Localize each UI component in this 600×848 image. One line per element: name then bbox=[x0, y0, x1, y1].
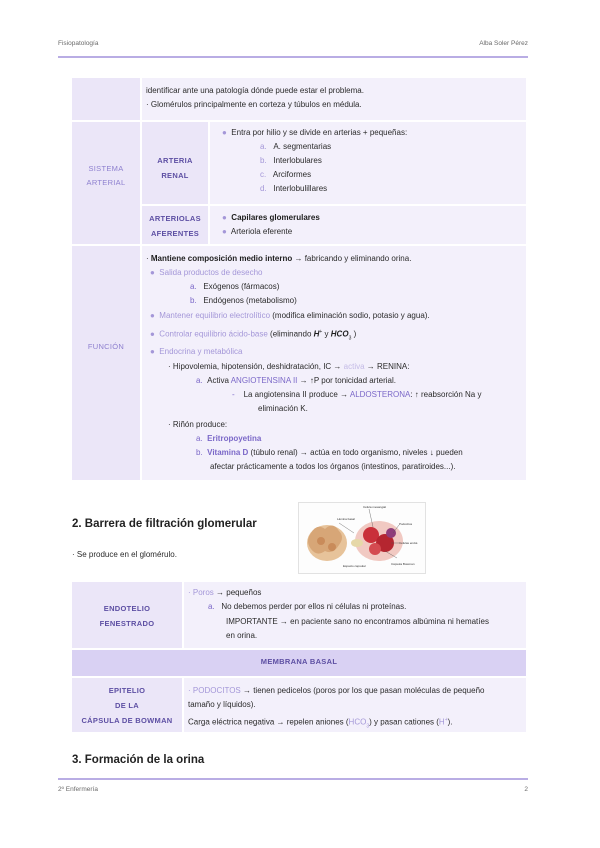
funcion-hipovolemia: · Hipovolemia, hipotensión, deshidratación, IC → activa → RENINA: bbox=[168, 362, 410, 371]
funcion-activa: a. Activa ANGIOTENSINA II → ↑P por tonicidad arterial. bbox=[196, 376, 396, 385]
endotelio-poros: · Poros → pequeños bbox=[188, 588, 262, 597]
glomerulus-illustration bbox=[299, 503, 425, 573]
funcion-rinon: · Riñón produce: bbox=[168, 420, 228, 429]
funcion-exogenos: a. Exógenos (fármacos) bbox=[190, 282, 280, 291]
funcion-angiotensina: - La angiotensina II produce → ALDOSTERONA: ↑ reabsorción Na y bbox=[232, 390, 482, 399]
bullet-icon: ● bbox=[222, 227, 227, 236]
arteria-renal-item-a: a. A. segmentarias bbox=[260, 142, 332, 151]
bullet-icon: ● bbox=[150, 311, 155, 320]
funcion-acido-base: ● Controlar equilibrio ácido-base (eliminando H+ y $HCO_3$ ) bbox=[150, 329, 357, 342]
arteria-renal-label: ARTERIA RENAL bbox=[157, 156, 193, 180]
section-3-title: 3. Formación de la orina bbox=[72, 754, 205, 766]
header-author: Alba Soler Pérez bbox=[479, 40, 528, 47]
header-subject: Fisiopatología bbox=[58, 40, 99, 47]
bullet-icon: ● bbox=[222, 213, 227, 222]
funcion-label: FUNCIÓN bbox=[87, 342, 125, 351]
endotelio-line-1: a. No debemos perder por ellos ni células ni proteínas. bbox=[208, 602, 407, 611]
svg-text:Podocitos: Podocitos bbox=[399, 522, 413, 526]
funcion-vitamina-d-2: afectar prácticamente a todos los órganos (intestinos, paratiroides...). bbox=[210, 462, 456, 471]
sistema-arterial-label: SISTEMA ARTERIAL bbox=[86, 164, 126, 187]
section-2-title: 2. Barrera de filtración glomerular bbox=[72, 518, 257, 530]
page-header bbox=[58, 40, 528, 54]
arteria-renal-item-b: b. Interlobulares bbox=[260, 156, 322, 165]
svg-text:Célula mesangial: Célula mesangial bbox=[363, 505, 387, 509]
bullet-icon: ● bbox=[150, 347, 155, 356]
epitelio-tamano: tamaño y líquidos). bbox=[188, 700, 256, 709]
epitelio-label: EPITELIO DE LA CÁPSULA DE BOWMAN bbox=[81, 686, 173, 725]
funcion-endocrina: ● Endocrina y metabólica bbox=[150, 347, 243, 356]
arteriolas-item-1: ● Capilares glomerulares bbox=[222, 213, 320, 222]
endotelio-label: ENDOTELIO FENESTRADO bbox=[99, 604, 155, 628]
section-2-intro: · Se produce en el glomérulo. bbox=[72, 550, 177, 559]
svg-text:Lámina basal: Lámina basal bbox=[337, 517, 355, 521]
bullet-icon: ● bbox=[150, 268, 155, 277]
footer-course: 2º Enfermería bbox=[58, 786, 98, 793]
svg-text:Células endot.: Células endot. bbox=[399, 541, 419, 545]
glomerulus-figure bbox=[298, 502, 426, 574]
svg-text:Cápsula Bowman: Cápsula Bowman bbox=[391, 562, 415, 566]
arteriolas-label: ARTERIOLAS AFERENTES bbox=[149, 214, 201, 238]
funcion-vitamina-d: b. Vitamina D (túbulo renal) → actúa en todo organismo, niveles ↓ pueden bbox=[196, 448, 463, 457]
funcion-endogenos: b. Endógenos (metabolismo) bbox=[190, 296, 297, 305]
arteria-renal-item-c: c. Arciformes bbox=[260, 170, 312, 179]
membrana-basal-label: MEMBRANA BASAL bbox=[260, 657, 338, 666]
table1-line-2: · Glomérulos principalmente en corteza y túbulos en médula. bbox=[146, 100, 362, 109]
endotelio-line-3: en orina. bbox=[226, 631, 258, 640]
bullet-icon: ● bbox=[222, 128, 227, 137]
arteria-renal-item-d: d. Interlobulillares bbox=[260, 184, 328, 193]
bullet-icon: ● bbox=[150, 329, 155, 339]
funcion-eliminacion-k: eliminación K. bbox=[258, 404, 308, 413]
svg-text:Espacio capsular: Espacio capsular bbox=[343, 564, 366, 568]
page-footer bbox=[58, 786, 528, 793]
arteria-renal-intro: ● Entra por hilio y se divide en arterias + pequeñas: bbox=[222, 128, 408, 137]
funcion-eritropoyetina: a. Eritropoyetina bbox=[196, 434, 262, 443]
header-divider bbox=[58, 56, 528, 58]
table1-line-1: identificar ante una patología dónde puede estar el problema. bbox=[146, 86, 364, 95]
epitelio-carga: Carga eléctrica negativa → repelen aniones $(HCO_3)$ y pasan cationes (H+). bbox=[188, 717, 453, 730]
table1-left-top-cell bbox=[72, 78, 140, 120]
funcion-label-cell bbox=[72, 246, 140, 480]
funcion-equilibrio: ● Mantener equilibrio electrolítico (modifica eliminación sodio, potasio y agua). bbox=[150, 311, 430, 320]
arteriolas-item-2: ● Arteriola eferente bbox=[222, 227, 293, 236]
funcion-main: · Mantiene composición medio interno → fabricando y eliminando orina. bbox=[146, 254, 412, 263]
epitelio-podocitos: · PODOCITOS → tienen pedicelos (poros por los que pasan moléculas de pequeño bbox=[188, 686, 485, 695]
page-number: 2 bbox=[524, 786, 528, 793]
endotelio-line-2: IMPORTANTE → en paciente sano no encontramos albúmina ni hematíes bbox=[226, 617, 489, 626]
footer-divider bbox=[58, 778, 528, 780]
funcion-salida: ● Salida productos de desecho bbox=[150, 268, 263, 277]
